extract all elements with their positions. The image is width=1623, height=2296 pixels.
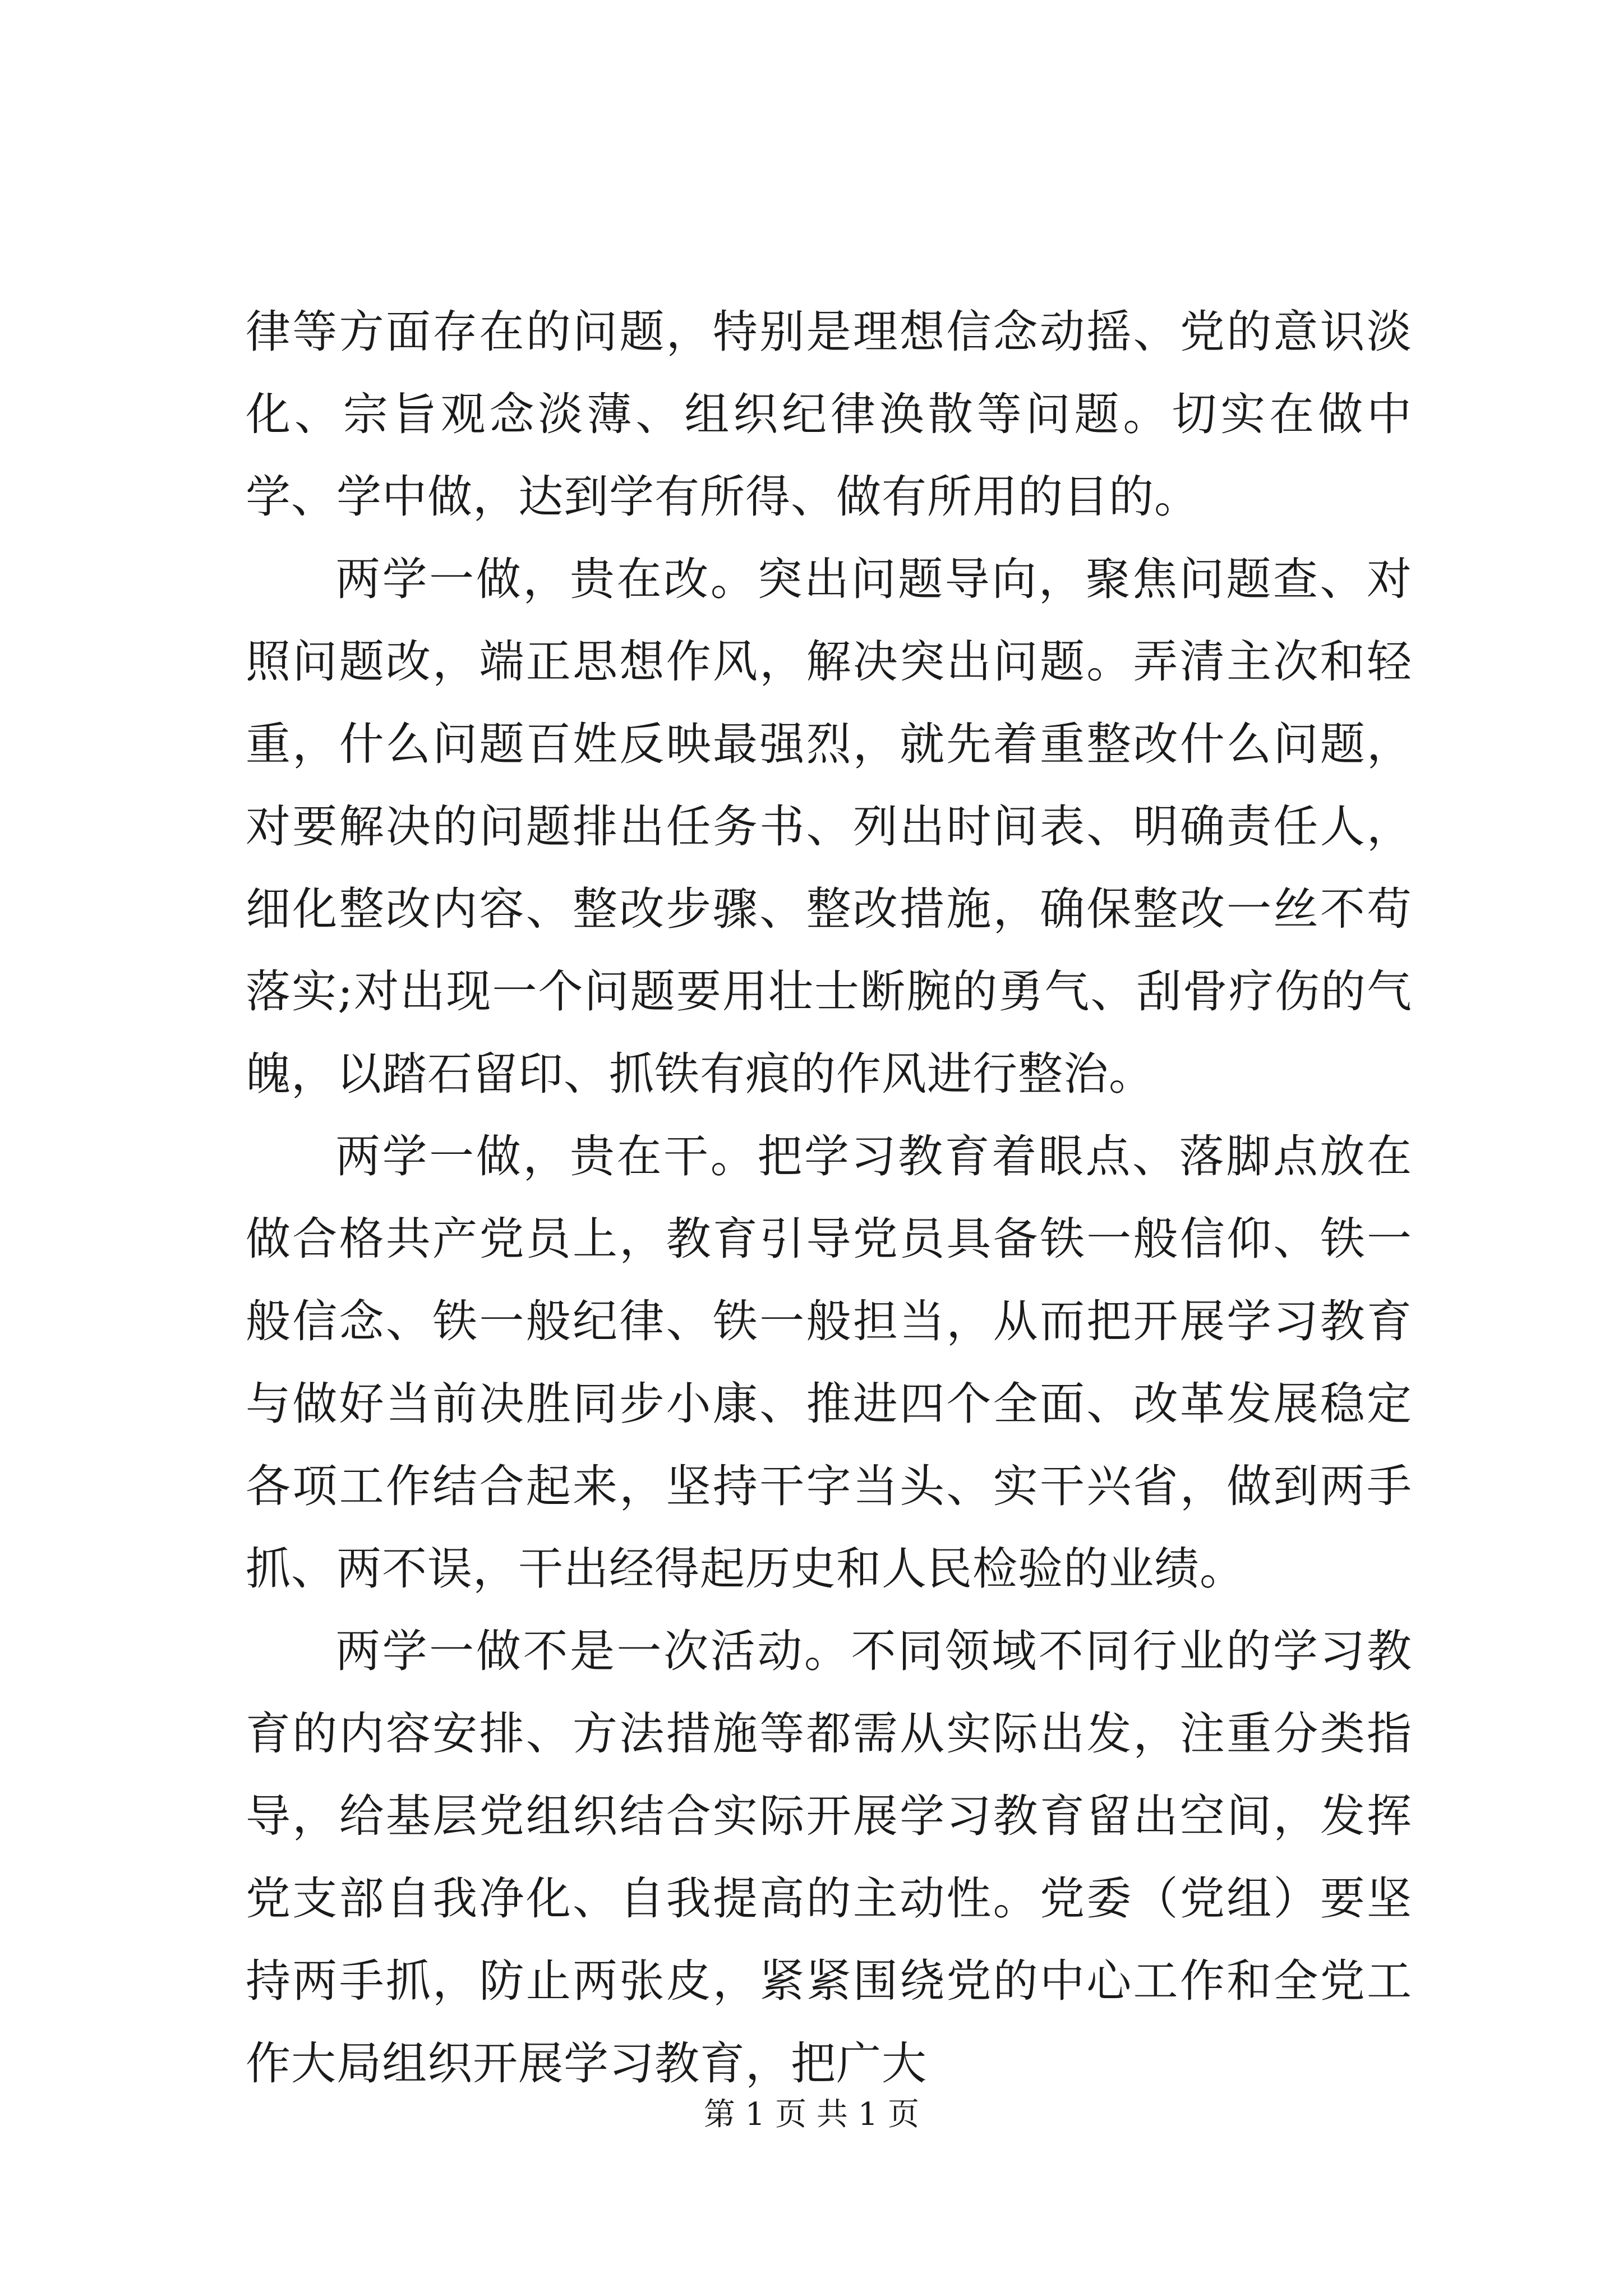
paragraph-not-one-activity: 两学一做不是一次活动。不同领域不同行业的学习教育的内容安排、方法措施等都需从实际出发，注重分类指导，给基层党组织结合实际开展学习教育留出空间，发挥党支部自我净化、自我提高的主动性。党委（党组）要坚持两手抓，防止两张皮，紧紧围绕党的中心工作和全党工作大局组织开展学习教育，把广大 <box>246 1625 1412 2090</box>
paragraph-gui-zai-gan: 两学一做，贵在干。把学习教育着眼点、落脚点放在做合格共产党员上，教育引导党员具备铁一般信仰、铁一般信念、铁一般纪律、铁一般担当，从而把开展学习教育与做好当前决胜同步小康、推进四个全面、改革发展稳定各项工作结合起来，坚持干字当头、实干兴省，做到两手抓、两不误，干出经得起历史和人民检验的业绩。 <box>246 1130 1412 1595</box>
paragraph-continued: 律等方面存在的问题，特别是理想信念动摇、党的意识淡化、宗旨观念淡薄、组织纪律涣散等问题。切实在做中学、学中做，达到学有所得、做有所用的目的。 <box>246 306 1412 523</box>
document-body <box>246 291 1412 2105</box>
paragraph-gui-zai-gai: 两学一做，贵在改。突出问题导向，聚焦问题查、对照问题改，端正思想作风，解决突出问题。弄清主次和轻重，什么问题百姓反映最强烈，就先着重整改什么问题，对要解决的问题排出任务书、列出时间表、明确责任人，细化整改内容、整改步骤、整改措施，确保整改一丝不苟落实;对出现一个问题要用壮士断腕的勇气、刮骨疗伤的气魄，以踏石留印、抓铁有痕的作风进行整治。 <box>246 553 1412 1100</box>
page-footer: 第 1 页 共 1 页 <box>703 2096 920 2133</box>
